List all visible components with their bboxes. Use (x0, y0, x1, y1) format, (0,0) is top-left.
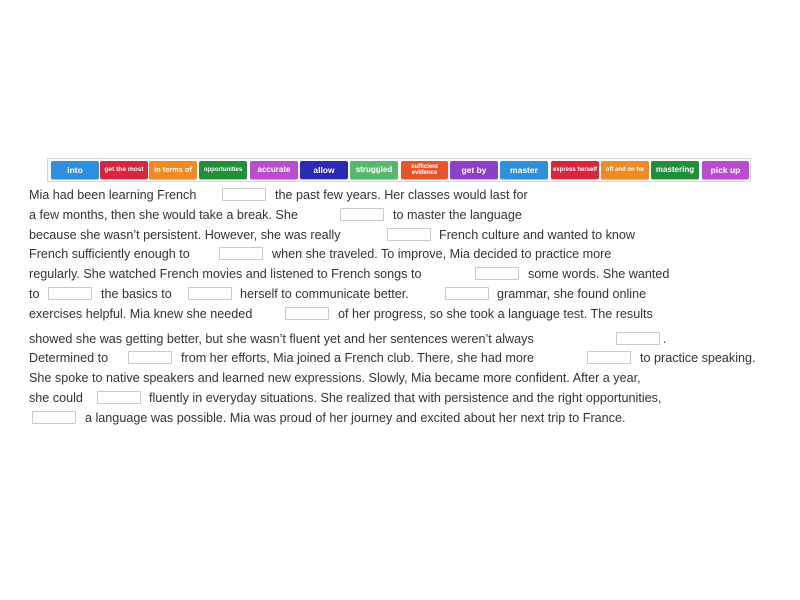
answer-blank[interactable] (616, 332, 660, 345)
answer-blank[interactable] (219, 247, 263, 260)
word-chip-into[interactable]: into (51, 161, 99, 179)
passage-text: fluently in everyday situations. She realized that with persistence and the right opportunities, (149, 391, 662, 405)
word-chip-pick-up[interactable]: pick up (702, 161, 749, 179)
passage-text: regularly. She watched French movies and listened to French songs to (29, 267, 422, 281)
word-chip-mastering[interactable]: mastering (651, 161, 699, 179)
word-chip-opportunities[interactable]: opportunities (199, 161, 247, 179)
passage-text: she could (29, 391, 83, 405)
passage-text: grammar, she found online (497, 287, 647, 301)
answer-blank[interactable] (445, 287, 489, 300)
passage-text: of her progress, so she took a language test. The results (338, 307, 653, 321)
passage-text: to (29, 287, 40, 301)
answer-blank[interactable] (188, 287, 232, 300)
word-chip-get-the-most[interactable]: get the most (100, 161, 148, 179)
word-chip-master[interactable]: master (500, 161, 548, 179)
word-chip-allow[interactable]: allow (300, 161, 348, 179)
answer-blank[interactable] (475, 267, 519, 280)
passage-text: when she traveled. To improve, Mia decided to practice more (272, 247, 612, 261)
passage-text: the basics to (101, 287, 172, 301)
answer-blank[interactable] (32, 411, 76, 424)
answer-blank[interactable] (285, 307, 329, 320)
word-chip-sufficient-evidence[interactable]: sufficient evidence (401, 161, 448, 179)
passage-text: . (663, 332, 667, 346)
passage-text: showed she was getting better, but she wasn’t fluent yet and her sentences weren’t always (29, 332, 534, 346)
word-chip-express-herself[interactable]: express herself (551, 161, 599, 179)
answer-blank[interactable] (97, 391, 141, 404)
passage-text: the past few years. Her classes would last for (275, 188, 528, 202)
word-bank (47, 158, 751, 182)
passage-text: French culture and wanted to know (439, 228, 636, 242)
answer-blank[interactable] (340, 208, 384, 221)
passage-text: from her efforts, Mia joined a French club. There, she had more (181, 351, 535, 365)
answer-blank[interactable] (222, 188, 266, 201)
answer-blank[interactable] (587, 351, 631, 364)
passage-text: She spoke to native speakers and learned new expressions. Slowly, Mia became more confident. After a year, (29, 371, 641, 385)
passage-text: to practice speaking. (640, 351, 756, 365)
passage-text: herself to communicate better. (240, 287, 409, 301)
passage-text: French sufficiently enough to (29, 247, 190, 261)
answer-blank[interactable] (128, 351, 172, 364)
passage-text: a few months, then she would take a break. She (29, 208, 298, 222)
passage-text: a language was possible. Mia was proud of her journey and excited about her next trip to France. (85, 411, 626, 425)
passage-text: some words. She wanted (528, 267, 670, 281)
answer-blank[interactable] (48, 287, 92, 300)
passage-text: Determined to (29, 351, 109, 365)
passage-text: because she wasn’t persistent. However, she was really (29, 228, 341, 242)
word-chip-off-and-on-for[interactable]: off and on for (601, 161, 649, 179)
answer-blank[interactable] (387, 228, 431, 241)
word-chip-in-terms-of[interactable]: in terms of (149, 161, 197, 179)
word-chip-get-by[interactable]: get by (450, 161, 498, 179)
passage-text: exercises helpful. Mia knew she needed (29, 307, 253, 321)
word-chip-struggled[interactable]: struggled (350, 161, 398, 179)
word-chip-accurate[interactable]: accurate (250, 161, 298, 179)
passage-text: Mia had been learning French (29, 188, 197, 202)
passage-text: to master the language (393, 208, 522, 222)
